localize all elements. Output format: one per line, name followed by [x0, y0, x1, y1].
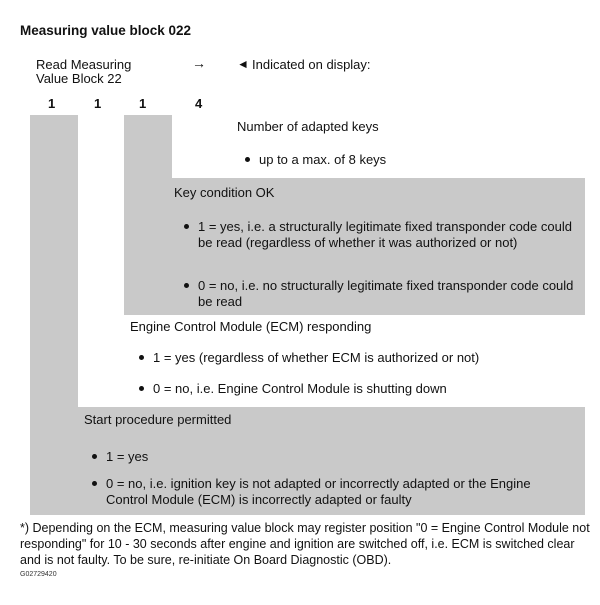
page-title: Measuring value block 022	[20, 23, 192, 38]
adapted-keys-bullet-1: up to a max. of 8 keys	[259, 152, 387, 167]
ecm-responding-heading: Engine Control Module (ECM) responding	[130, 319, 372, 334]
digit-4: 4	[195, 96, 203, 111]
key-condition-heading: Key condition OK	[174, 185, 275, 200]
start-permitted-bullet-1: 1 = yes	[106, 449, 149, 464]
bullet-icon	[92, 481, 97, 486]
digit-1: 1	[48, 96, 56, 111]
footnote: *) Depending on the ECM, measuring value block may register position "0 = Engine Control Module not responding" for 10 - 30 seconds after engine and ignition are switched off, i.e. ECM is switched clear and is not faulty. To be sure, re-initiate On Board Diagnostic (OBD).	[20, 521, 590, 567]
bullet-icon	[92, 454, 97, 459]
figure-code: G02729420	[20, 571, 57, 578]
header-indicated: Indicated on display:	[252, 57, 371, 72]
key-condition-bullet-1: 1 = yes, i.e. a structurally legitimate fixed transponder code could be read (regardless of whether it was authorized or not)	[198, 219, 572, 250]
bullet-icon	[139, 386, 144, 391]
ecm-responding-bullet-2: 0 = no, i.e. Engine Control Module is shutting down	[153, 381, 447, 396]
digit-3: 1	[139, 96, 147, 111]
header-left-line1: Read Measuring	[36, 57, 132, 72]
bullet-icon	[139, 355, 144, 360]
bullet-icon	[184, 283, 189, 288]
header-left-line2: Value Block 22	[36, 71, 122, 86]
start-permitted-heading: Start procedure permitted	[84, 412, 232, 427]
arrow-right-icon: →	[192, 55, 206, 71]
adapted-keys-heading: Number of adapted keys	[237, 119, 379, 134]
key-condition-bullet-2: 0 = no, i.e. no structurally legitimate fixed transponder code could be read	[198, 278, 574, 309]
ecm-responding-bullet-1: 1 = yes (regardless of whether ECM is authorized or not)	[153, 350, 480, 365]
bullet-icon	[184, 224, 189, 229]
start-permitted-bullet-2: 0 = no, i.e. ignition key is not adapted or incorrectly adapted or the Engine Control Module (ECM) is incorrectly adapted or faulty	[106, 476, 531, 507]
bullet-icon	[245, 157, 250, 162]
digit-2: 1	[94, 96, 102, 111]
pointer-left-icon: ◄	[237, 57, 249, 71]
